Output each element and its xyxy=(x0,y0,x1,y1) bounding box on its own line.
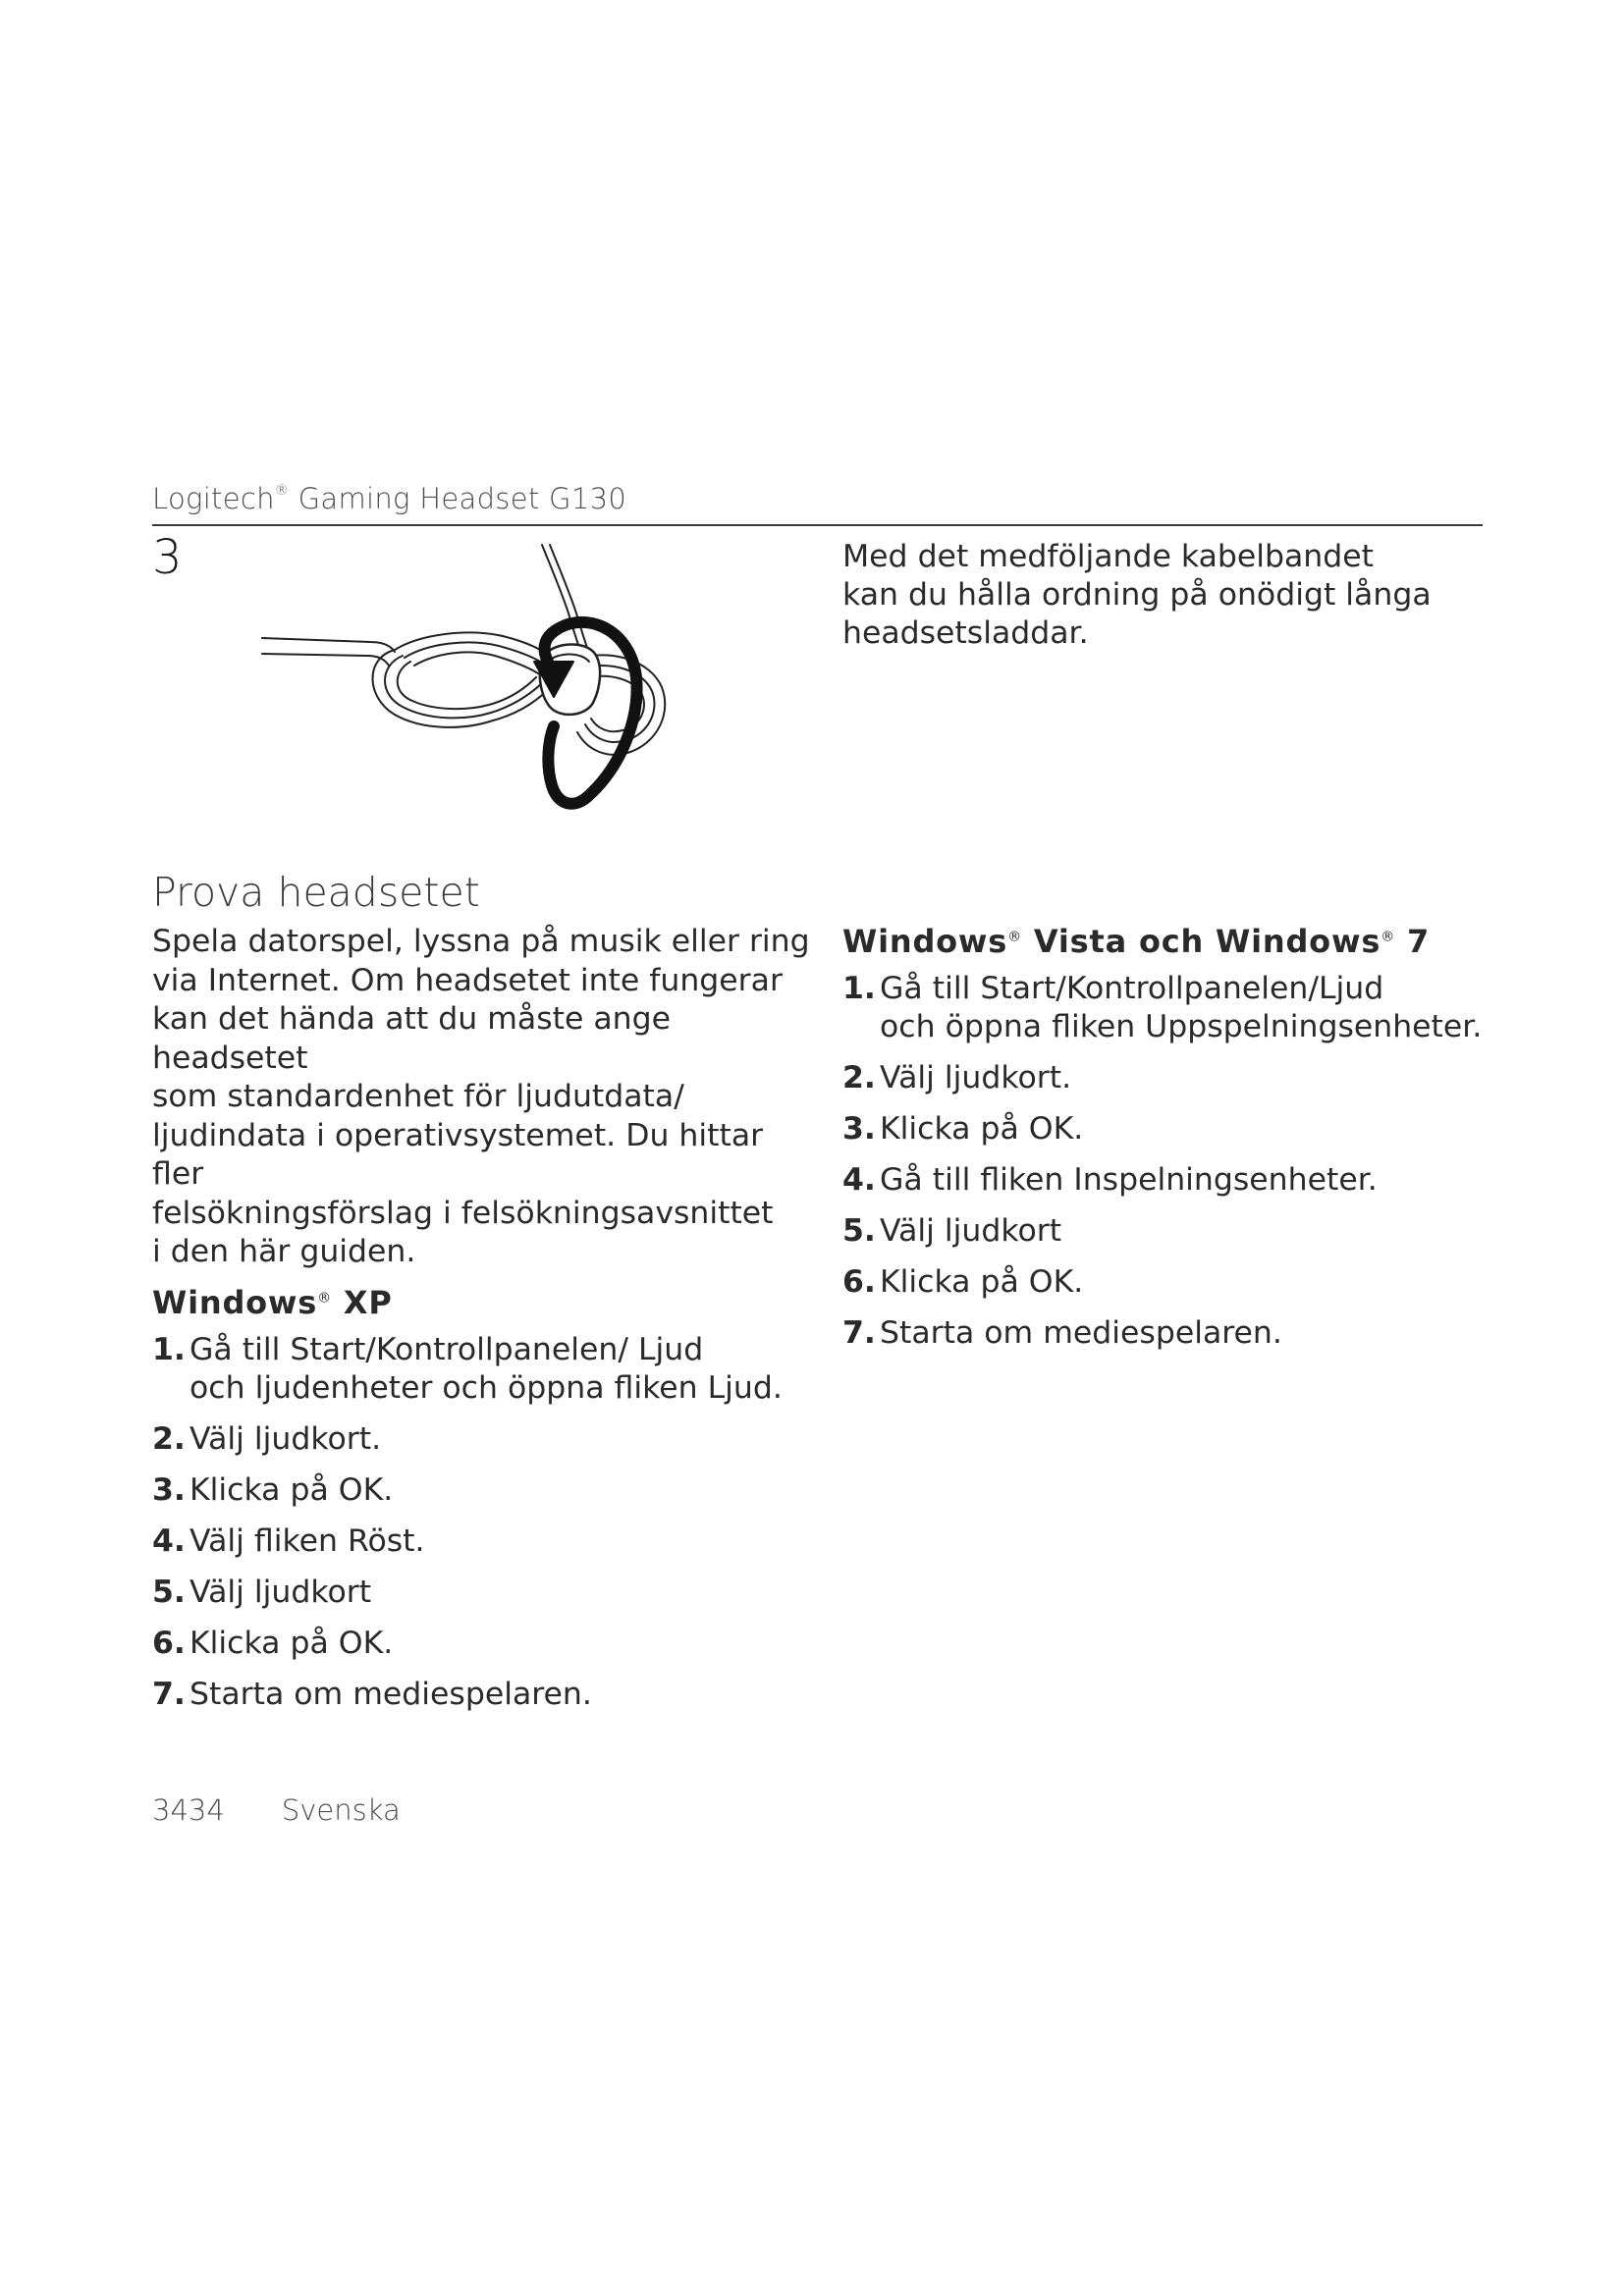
footer-language: Svenska xyxy=(281,1793,401,1827)
step-text: Gå till Start/Kontrollpanelen/ Ljud och ljudenheter och öppna fliken Ljud. xyxy=(189,1331,783,1406)
step-text: Klicka på OK. xyxy=(880,1111,1084,1147)
list-item xyxy=(152,1676,810,1714)
step-text: Klicka på OK. xyxy=(880,1264,1084,1300)
step-text: Gå till fliken Inspelningsenheter. xyxy=(880,1162,1378,1198)
page-number: 3434 xyxy=(152,1793,225,1827)
figure-step-number: 3 xyxy=(152,530,183,585)
registered-mark: ® xyxy=(274,483,290,500)
step-text: Starta om mediespelaren. xyxy=(880,1315,1282,1351)
section-title: Prova headsetet xyxy=(152,869,480,916)
right-column xyxy=(842,923,1530,1365)
step-number: 6. xyxy=(152,1625,186,1661)
list-item xyxy=(842,1212,1530,1251)
step-text: Gå till Start/Kontrollpanelen/Ljud och öppna fliken Uppspelningsenheter. xyxy=(880,971,1483,1044)
list-item xyxy=(842,970,1530,1046)
step-number: 1. xyxy=(842,971,876,1006)
windows-vista-heading-middle: Vista och Windows xyxy=(1021,923,1381,960)
registered-mark: ® xyxy=(1380,929,1395,945)
step-number: 4. xyxy=(842,1162,876,1198)
cable-wrap-illustration xyxy=(257,540,679,815)
windows-vista-7-heading xyxy=(842,923,1530,960)
page-footer xyxy=(152,1793,401,1827)
list-item xyxy=(152,1420,810,1459)
windows-xp-heading xyxy=(152,1284,810,1321)
list-item xyxy=(152,1574,810,1612)
step-number: 5. xyxy=(152,1574,186,1610)
windows-xp-steps xyxy=(152,1331,810,1714)
list-item xyxy=(842,1110,1530,1148)
list-item xyxy=(842,1059,1530,1097)
product-name: Gaming Headset G130 xyxy=(289,482,627,515)
list-item xyxy=(842,1161,1530,1200)
list-item xyxy=(152,1471,810,1510)
step-number: 2. xyxy=(152,1420,186,1457)
registered-mark: ® xyxy=(317,1289,332,1306)
list-item xyxy=(152,1522,810,1561)
figure-description: Med det medföljande kabelbandet kan du hålla ordning på onödigt långa headsetsladdar. xyxy=(842,539,1432,651)
step-number: 4. xyxy=(152,1522,186,1559)
step-text: Välj ljudkort xyxy=(880,1213,1062,1249)
step-text: Välj ljudkort xyxy=(189,1574,372,1610)
windows-7-heading-suffix: 7 xyxy=(1395,923,1431,960)
step-number: 7. xyxy=(152,1676,186,1712)
list-item xyxy=(842,1263,1530,1302)
list-item xyxy=(152,1625,810,1663)
step-text: Klicka på OK. xyxy=(189,1625,394,1661)
section-intro: Spela datorspel, lyssna på musik eller ring via Internet. Om headsetet inte fungerar kan det hända att du måste ange headsetet som standardenhet för ljudutdata/ ljudindata i operativsystemet. Du hittar fler felsökningsförslag i felsökningsavsnittet i den här guiden. xyxy=(152,924,810,1269)
step-number: 6. xyxy=(842,1264,876,1300)
list-item xyxy=(152,1331,810,1408)
windows-xp-heading-text: Windows xyxy=(152,1283,318,1321)
windows-xp-heading-suffix: XP xyxy=(331,1283,393,1321)
step-number: 5. xyxy=(842,1213,876,1249)
windows-vista-7-steps xyxy=(842,970,1530,1353)
step-text: Starta om mediespelaren. xyxy=(189,1676,592,1712)
step-number: 3. xyxy=(842,1111,876,1147)
left-column xyxy=(152,923,810,1727)
step-text: Välj ljudkort. xyxy=(189,1420,382,1457)
step-text: Välj ljudkort. xyxy=(880,1060,1072,1095)
step-number: 3. xyxy=(152,1471,186,1508)
step-text: Klicka på OK. xyxy=(189,1471,394,1508)
step-number: 2. xyxy=(842,1060,876,1095)
windows-vista-heading-text: Windows xyxy=(842,923,1008,960)
registered-mark: ® xyxy=(1007,929,1022,945)
step-number: 7. xyxy=(842,1315,876,1351)
brand-name: Logitech xyxy=(152,482,275,515)
step-number: 1. xyxy=(152,1331,186,1367)
step-text: Välj fliken Röst. xyxy=(189,1522,425,1559)
list-item xyxy=(842,1314,1530,1353)
running-header xyxy=(152,482,626,515)
header-rule xyxy=(152,524,1483,526)
